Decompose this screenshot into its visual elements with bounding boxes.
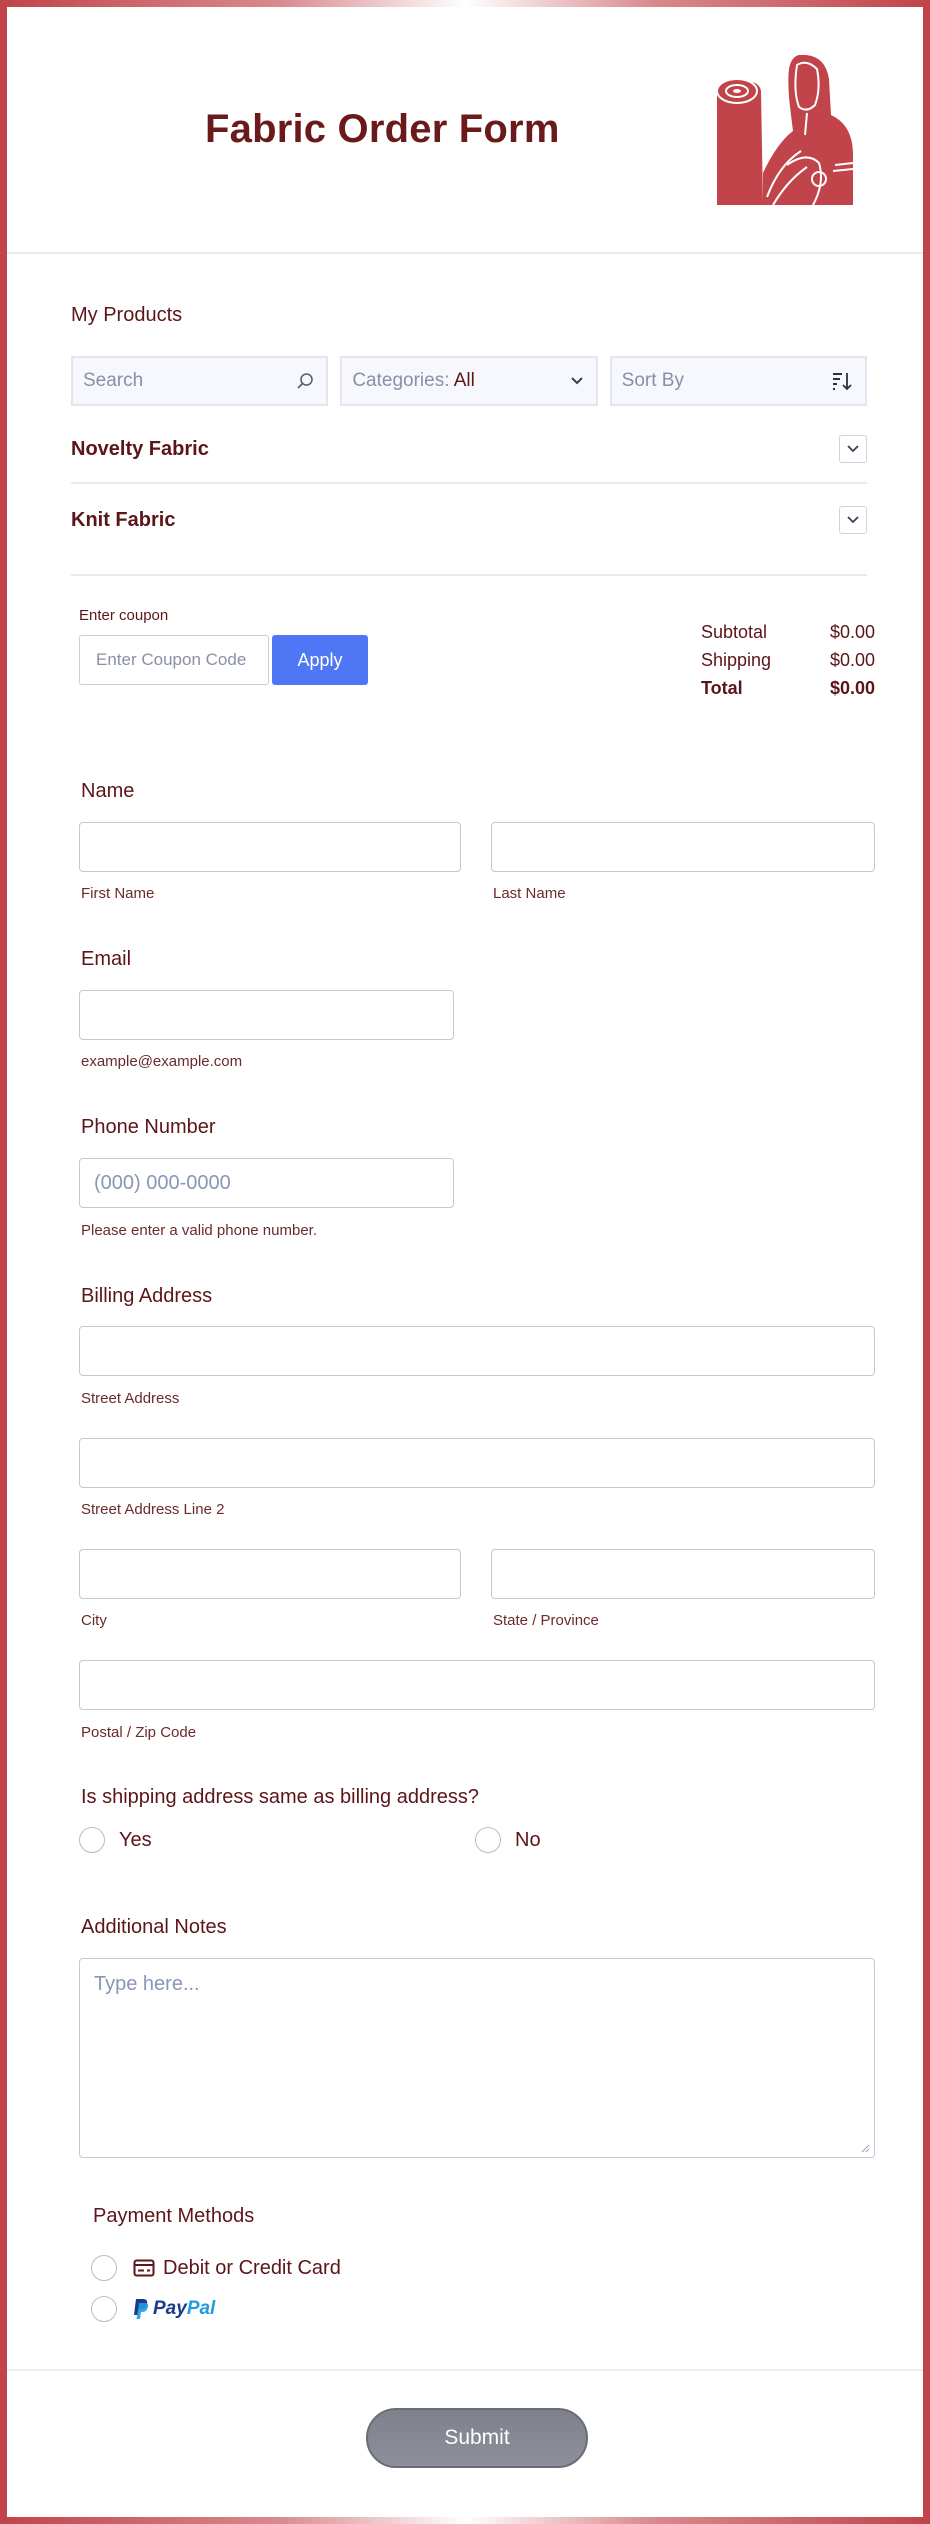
paypal-logo (133, 2298, 215, 2320)
payment-option-card[interactable] (91, 2255, 341, 2281)
subtotal-row (701, 618, 875, 646)
sort-label: Sort By (621, 370, 684, 391)
page-title: Fabric Order Form (205, 107, 560, 151)
paypal-text-pal: Pal (186, 2298, 216, 2319)
name-label: Name (81, 780, 135, 802)
postal-code-sublabel: Postal / Zip Code (81, 1724, 197, 1741)
option-label: No (515, 1828, 541, 1851)
city-sublabel: City (81, 1612, 107, 1629)
categories-dropdown[interactable] (340, 356, 597, 406)
notes-placeholder: Type here... (94, 1973, 200, 1995)
subtotal-label: Subtotal (701, 622, 768, 642)
expand-category-button[interactable] (839, 506, 867, 534)
phone-placeholder: (000) 000-0000 (94, 1171, 231, 1194)
total-label: Total (701, 678, 743, 698)
category-divider (71, 482, 867, 484)
state-sublabel: State / Province (493, 1612, 599, 1629)
apply-coupon-button[interactable]: Apply (272, 635, 368, 685)
expand-category-button[interactable] (839, 435, 867, 463)
phone-label: Phone Number (81, 1116, 216, 1138)
search-icon (296, 372, 314, 390)
shipping-row (701, 646, 875, 674)
coupon-code-input[interactable] (79, 635, 269, 685)
subtotal-value: $0.00 (829, 622, 875, 642)
chevron-down-icon (847, 445, 859, 453)
city-input[interactable] (79, 1549, 461, 1599)
resize-handle-icon[interactable] (860, 2143, 870, 2153)
product-search-input[interactable] (71, 356, 328, 406)
products-divider (71, 574, 867, 576)
coupon-label: Enter coupon (79, 607, 169, 624)
billing-address-label: Billing Address (81, 1285, 213, 1307)
shipping-value: $0.00 (829, 650, 875, 670)
products-title: My Products (71, 304, 183, 326)
shipping-same-question: Is shipping address same as billing address? (81, 1786, 479, 1808)
additional-notes-label: Additional Notes (81, 1916, 227, 1938)
form-header (7, 7, 923, 254)
postal-code-input[interactable] (79, 1660, 875, 1710)
phone-input[interactable] (79, 1158, 454, 1208)
coupon-placeholder: Enter Coupon Code (96, 650, 247, 669)
shipping-same-no-option[interactable] (475, 1827, 541, 1853)
payment-methods-label: Payment Methods (93, 2205, 255, 2227)
category-name: Knit Fabric (71, 508, 176, 531)
shipping-same-yes-option[interactable] (79, 1827, 152, 1853)
email-sublabel: example@example.com (81, 1053, 243, 1070)
footer-divider (7, 2369, 923, 2371)
order-totals (701, 618, 875, 702)
phone-sublabel: Please enter a valid phone number. (81, 1222, 317, 1239)
category-name: Novelty Fabric (71, 437, 209, 460)
total-row (701, 674, 875, 702)
street-address-line2-input[interactable] (79, 1438, 875, 1488)
last-name-sublabel: Last Name (493, 885, 566, 902)
street-address-sublabel: Street Address (81, 1390, 180, 1407)
first-name-input[interactable] (79, 822, 461, 872)
street-address-input[interactable] (79, 1326, 875, 1376)
categories-value: All (453, 370, 475, 391)
additional-notes-textarea[interactable] (79, 1958, 875, 2158)
street-address-line2-sublabel: Street Address Line 2 (81, 1501, 225, 1518)
paypal-text-pay: Pay (153, 2298, 187, 2319)
categories-label: Categories: (352, 370, 450, 391)
credit-card-icon (133, 2259, 155, 2277)
paypal-icon (133, 2298, 149, 2320)
payment-option-paypal[interactable] (91, 2296, 215, 2322)
chevron-down-icon (847, 516, 859, 524)
email-input[interactable] (79, 990, 454, 1040)
products-toolbar (71, 356, 867, 406)
radio-button[interactable] (79, 1827, 105, 1853)
first-name-sublabel: First Name (81, 885, 155, 902)
search-placeholder: Search (83, 370, 144, 391)
total-value: $0.00 (829, 678, 875, 698)
sort-icon (831, 371, 853, 391)
last-name-input[interactable] (491, 822, 875, 872)
radio-button[interactable] (475, 1827, 501, 1853)
fabric-illustration-icon (707, 55, 867, 215)
chevron-down-icon (570, 376, 584, 386)
category-row-novelty-fabric[interactable] (71, 414, 867, 484)
radio-button[interactable] (91, 2255, 117, 2281)
sort-by-dropdown[interactable] (610, 356, 867, 406)
option-label: Yes (119, 1828, 152, 1851)
email-label: Email (81, 948, 132, 970)
submit-button[interactable]: Submit (366, 2408, 588, 2468)
radio-button[interactable] (91, 2296, 117, 2322)
payment-option-label: Debit or Credit Card (163, 2256, 341, 2279)
category-row-knit-fabric[interactable] (71, 485, 867, 555)
state-input[interactable] (491, 1549, 875, 1599)
shipping-label: Shipping (701, 650, 772, 670)
